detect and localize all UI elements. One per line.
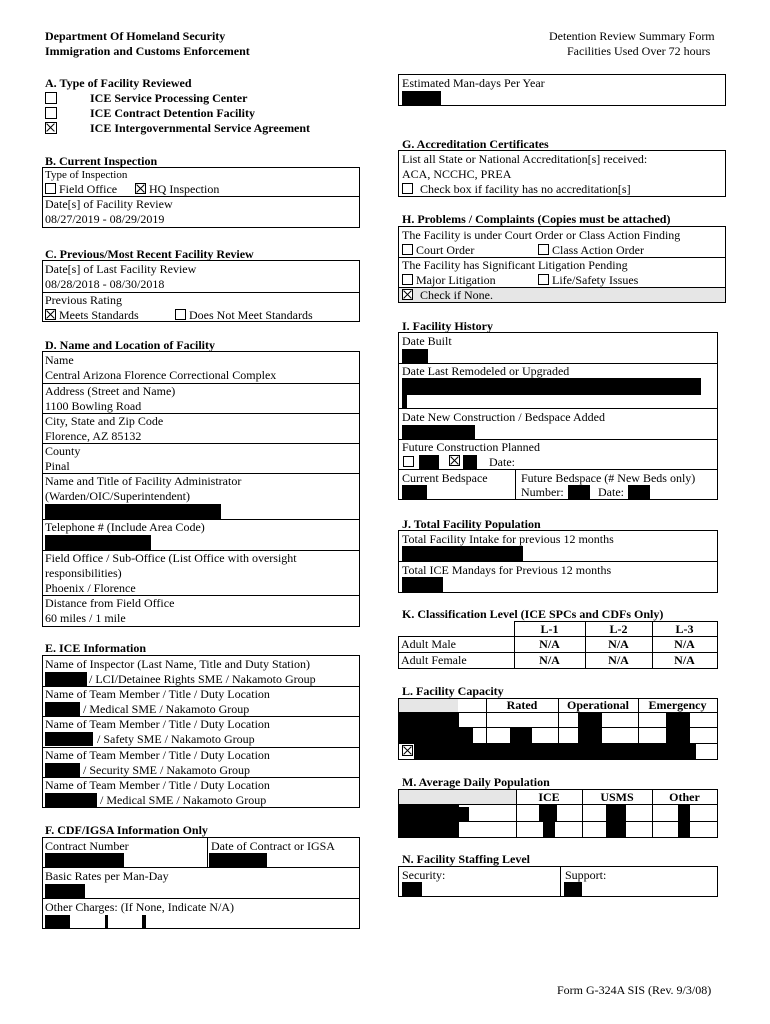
last-dates-value: 08/28/2018 - 08/30/2018 (45, 277, 165, 291)
member-value: / Security SME / Nakamoto Group (83, 763, 250, 777)
city-label: City, State and Zip Code (45, 414, 164, 428)
col-l2: L-2 (609, 622, 628, 636)
form-number: Form G-324A SIS (Rev. 9/3/08) (557, 983, 712, 997)
rates-label: Basic Rates per Man-Day (45, 869, 169, 883)
future-date-label: Date: (489, 455, 515, 469)
option-label: Field Office (59, 182, 118, 196)
member-label: Name of Team Member / Title / Duty Location (45, 687, 270, 701)
redaction-block (402, 91, 441, 105)
section-l-title: L. Facility Capacity (402, 684, 504, 698)
row-label: Adult Male (401, 637, 456, 651)
name-value: Central Arizona Florence Correctional Complex (45, 368, 277, 382)
contract-date-label: Date of Contract or IGSA (211, 839, 335, 853)
checkbox[interactable] (45, 107, 57, 119)
col-other: Other (669, 790, 700, 804)
cell: N/A (539, 637, 560, 651)
mandays-label: Estimated Man-days Per Year (402, 76, 545, 90)
option-label: Class Action Order (552, 243, 644, 257)
ice-mandays-label: Total ICE Mandays for Previous 12 months (402, 563, 612, 577)
option-label: Meets Standards (59, 308, 139, 322)
none-option[interactable] (402, 288, 493, 303)
member-label: Name of Team Member / Title / Duty Location (45, 717, 270, 731)
cell: N/A (608, 637, 629, 651)
redaction-block (666, 713, 690, 744)
checkbox[interactable] (402, 244, 413, 255)
population-box (398, 530, 718, 593)
mandays-box (398, 74, 726, 106)
section-h-title: H. Problems / Complaints (Copies must be attached) (402, 212, 671, 226)
member-label: Name of Team Member / Title / Duty Location (45, 778, 270, 792)
redaction-block (402, 425, 475, 439)
cell: N/A (539, 653, 560, 667)
last-dates-label: Date[s] of Last Facility Review (45, 262, 197, 276)
redaction-block (45, 702, 80, 716)
checkbox-checked[interactable] (402, 289, 413, 300)
previous-review-box (42, 260, 360, 322)
checkbox[interactable] (402, 274, 413, 285)
county-value: Pinal (45, 459, 70, 473)
section-m-title: M. Average Daily Population (402, 775, 550, 789)
future-construction-options[interactable] (403, 455, 515, 470)
redaction-block (45, 535, 151, 550)
checkbox[interactable] (45, 183, 56, 194)
redaction-block (463, 455, 477, 469)
court-label: The Facility is under Court Order or Class Action Finding (402, 228, 681, 242)
dates-value: 08/27/2019 - 08/29/2019 (45, 212, 165, 226)
rating-label: Previous Rating (45, 293, 122, 307)
redaction-block (402, 485, 427, 499)
facility-type-option-cdf[interactable] (45, 106, 255, 122)
class-action-option[interactable] (538, 243, 644, 258)
col-rated: Rated (506, 698, 538, 712)
member-value: / Safety SME / Nakamoto Group (97, 732, 255, 746)
facility-type-option-igsa[interactable] (45, 121, 311, 137)
future-construction-label: Future Construction Planned (402, 440, 540, 454)
redaction-block (142, 915, 146, 929)
redaction-block (459, 807, 469, 821)
meets-option[interactable] (45, 308, 139, 323)
checkbox[interactable] (45, 92, 57, 104)
redaction-block (628, 485, 650, 499)
staffing-box (398, 866, 718, 897)
court-order-option[interactable] (402, 243, 474, 258)
agency-subname: Immigration and Customs Enforcement (45, 44, 250, 58)
option-label: ICE Intergovernmental Service Agreement (90, 121, 311, 135)
support-label: Support: (565, 868, 607, 882)
accreditation-label: List all State or National Accreditation[s] received: (402, 152, 648, 166)
new-construction-label: Date New Construction / Bedspace Added (402, 410, 605, 424)
redaction-block (510, 728, 532, 744)
redaction-block (399, 728, 473, 744)
checkbox[interactable] (402, 183, 413, 194)
agency-name: Department Of Homeland Security (45, 29, 226, 43)
option-label: Major Litigation (416, 273, 496, 287)
option-label: Check box if facility has no accreditation[s] (420, 182, 631, 196)
redaction-block (45, 915, 70, 929)
col-emergency: Emergency (648, 698, 707, 712)
type-label: Type of Inspection (45, 169, 128, 181)
address-label: Address (Street and Name) (45, 384, 176, 398)
checkbox[interactable] (538, 244, 549, 255)
redaction-block (414, 744, 696, 759)
city-value: Florence, AZ 85132 (45, 429, 142, 443)
member-value: / Medical SME / Nakamoto Group (100, 793, 267, 807)
not-meets-option[interactable] (175, 308, 313, 323)
section-k-title: K. Classification Level (ICE SPCs and CDFs Only) (402, 607, 664, 621)
checkbox-checked[interactable] (449, 455, 460, 466)
redaction-block (45, 732, 93, 746)
redaction-block (105, 915, 108, 929)
current-inspection-box (42, 167, 360, 228)
member-value: / Medical SME / Nakamoto Group (83, 702, 250, 716)
redaction-block (402, 882, 422, 896)
section-i-title: I. Facility History (402, 319, 493, 333)
admin-label-2: (Warden/OIC/Superintendent) (45, 489, 190, 503)
security-label: Security: (402, 868, 446, 882)
cell: N/A (674, 637, 695, 651)
litigation-label: The Facility has Significant Litigation Pending (402, 258, 628, 272)
cell: N/A (674, 653, 695, 667)
form-subtitle: Facilities Used Over 72 hours (567, 44, 711, 58)
future-bedspace-label: Future Bedspace (# New Beds only) (521, 471, 696, 485)
redaction-block (402, 378, 701, 395)
redaction-block (45, 763, 80, 777)
field-office-option[interactable] (45, 182, 117, 197)
address-value: 1100 Bowling Road (45, 399, 142, 413)
admin-label: Name and Title of Facility Administrator (45, 474, 242, 488)
col-usms: USMS (600, 790, 634, 804)
other-charges-label: Other Charges: (If None, Indicate N/A) (45, 900, 235, 914)
section-j-title: J. Total Facility Population (402, 517, 541, 531)
section-b-title: B. Current Inspection (45, 154, 158, 168)
redaction-block (45, 672, 87, 686)
checkbox-checked[interactable] (402, 745, 413, 756)
option-label: Check if None. (420, 288, 493, 302)
dates-label: Date[s] of Facility Review (45, 197, 173, 211)
redaction-block (568, 485, 590, 499)
col-ice: ICE (538, 790, 560, 804)
life-safety-option[interactable] (538, 273, 638, 288)
no-accreditation-option[interactable] (402, 182, 631, 197)
option-label: Life/Safety Issues (552, 273, 639, 287)
future-date-label-2: Date: (598, 485, 624, 499)
number-label: Number: (521, 485, 564, 499)
redaction-block (399, 805, 459, 837)
cell: N/A (608, 653, 629, 667)
section-e-title: E. ICE Information (45, 641, 147, 655)
redaction-block (543, 821, 555, 837)
field-office-label: Field Office / Sub-Office (List Office with oversight (45, 551, 297, 565)
distance-label: Distance from Field Office (45, 596, 175, 610)
section-g-title: G. Accreditation Certificates (402, 137, 549, 151)
option-label: Does Not Meet Standards (189, 308, 313, 322)
col-operational: Operational (567, 698, 629, 712)
checkbox-checked[interactable] (135, 183, 146, 194)
field-office-label-2: responsibilities) (45, 566, 122, 580)
capacity-table (398, 698, 718, 760)
option-label: ICE Contract Detention Facility (90, 106, 255, 120)
redaction-block (578, 713, 602, 744)
section-d-title: D. Name and Location of Facility (45, 338, 215, 352)
redaction-block (402, 546, 523, 561)
name-label: Name (45, 353, 74, 367)
redaction-block (564, 882, 582, 896)
redaction-block (45, 504, 221, 519)
redaction-block (45, 853, 124, 867)
section-n-title: N. Facility Staffing Level (402, 852, 530, 866)
redaction-block (402, 349, 428, 363)
redaction-block (399, 713, 459, 729)
redaction-block (539, 805, 557, 821)
hq-option[interactable] (135, 182, 219, 197)
contract-label: Contract Number (45, 839, 129, 853)
facility-history-box (398, 332, 718, 500)
inspector-value: / LCI/Detainee Rights SME / Nakamoto Group (89, 672, 316, 686)
current-bedspace-label: Current Bedspace (402, 471, 488, 485)
checkbox-checked[interactable] (45, 309, 56, 320)
facility-type-option-spc[interactable] (45, 91, 248, 107)
accreditation-value: ACA, NCCHC, PREA (402, 167, 512, 181)
checkbox-checked[interactable] (45, 122, 57, 134)
section-f-title: F. CDF/IGSA Information Only (45, 823, 208, 837)
intake-label: Total Facility Intake for previous 12 months (402, 532, 614, 546)
member-label: Name of Team Member / Title / Duty Location (45, 748, 270, 762)
col-l1: L-1 (540, 622, 559, 636)
field-office-value: Phoenix / Florence (45, 581, 136, 595)
redaction-block (45, 793, 97, 807)
section-c-title: C. Previous/Most Recent Facility Review (45, 247, 254, 261)
form-title: Detention Review Summary Form (549, 29, 715, 43)
checkbox[interactable] (175, 309, 186, 320)
ice-info-box (42, 655, 360, 808)
phone-label: Telephone # (Include Area Code) (45, 520, 205, 534)
facility-location-box (42, 351, 360, 627)
date-built-label: Date Built (402, 334, 452, 348)
option-label: ICE Service Processing Center (90, 91, 248, 105)
redaction-block (678, 805, 690, 837)
checkbox[interactable] (403, 456, 414, 467)
section-a-title: A. Type of Facility Reviewed (45, 76, 192, 90)
redaction-block (606, 805, 626, 837)
checkbox[interactable] (538, 274, 549, 285)
option-label: Court Order (416, 243, 475, 257)
redaction-block (45, 884, 85, 898)
remodel-label: Date Last Remodeled or Upgraded (402, 364, 570, 378)
county-label: County (45, 444, 81, 458)
redaction-block (419, 455, 439, 469)
distance-value: 60 miles / 1 mile (45, 611, 126, 625)
accreditation-box (398, 150, 726, 197)
inspector-label: Name of Inspector (Last Name, Title and Duty Station) (45, 657, 310, 671)
row-label: Adult Female (401, 653, 467, 667)
major-litigation-option[interactable] (402, 273, 496, 288)
col-l3: L-3 (675, 622, 694, 636)
cdf-igsa-box (42, 837, 360, 929)
redaction-block (402, 395, 407, 408)
adp-table (398, 789, 718, 838)
option-label: HQ Inspection (149, 182, 220, 196)
redaction-block (402, 577, 443, 592)
problems-box (398, 226, 726, 303)
classification-table (398, 621, 718, 669)
redaction-block (209, 853, 267, 867)
